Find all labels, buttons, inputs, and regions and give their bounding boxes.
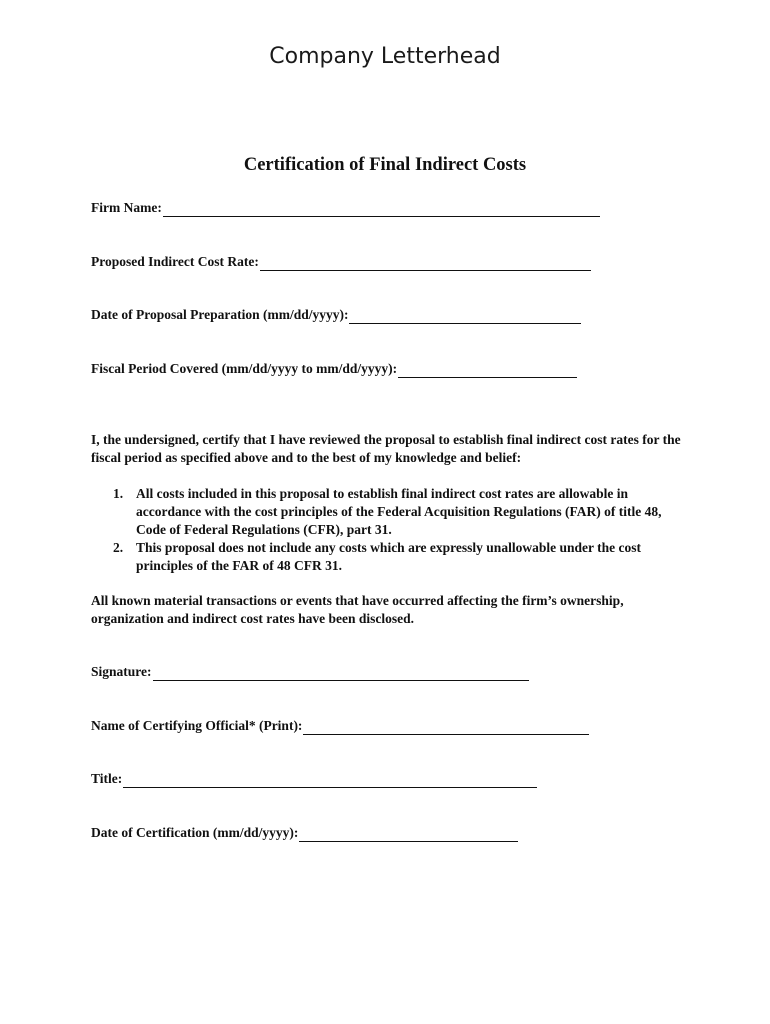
list-item-text: This proposal does not include any costs which are expressly unallowable under the cost principles of the FAR of 48 CFR 31. <box>136 540 641 573</box>
certifying-official-name-field <box>91 717 589 735</box>
certify-intro-paragraph: I, the undersigned, certify that I have reviewed the proposal to establish final indirect cost rates for the fiscal period as specified above and to the best of my knowledge and belief: <box>91 432 681 465</box>
certifying-official-name-label: Name of Certifying Official* (Print): <box>91 718 303 733</box>
title-field <box>91 770 537 788</box>
list-item-text: All costs included in this proposal to establish final indirect cost rates are allowable in accordance with the cost principles of the Federal Acquisition Regulations (FAR) of title 48, Code of Federal Regulations (CFR), part 31. <box>136 486 662 537</box>
indirect-cost-rate-blank[interactable] <box>260 256 591 271</box>
proposal-date-label: Date of Proposal Preparation (mm/dd/yyyy): <box>91 307 349 322</box>
list-item <box>109 485 679 539</box>
signature-label: Signature: <box>91 664 152 679</box>
firm-name-label: Firm Name: <box>91 200 162 215</box>
indirect-cost-rate-label: Proposed Indirect Cost Rate: <box>91 254 259 269</box>
firm-name-blank[interactable] <box>163 202 600 217</box>
proposal-date-blank[interactable] <box>349 309 581 324</box>
certification-date-label: Date of Certification (mm/dd/yyyy): <box>91 825 299 840</box>
firm-name-field <box>91 199 600 217</box>
indirect-cost-rate-field <box>91 253 591 271</box>
certification-date-blank[interactable] <box>299 827 518 842</box>
fiscal-period-label: Fiscal Period Covered (mm/dd/yyyy to mm/dd/yyyy): <box>91 361 398 376</box>
certification-list <box>109 485 679 575</box>
document-title: Certification of Final Indirect Costs <box>243 155 527 175</box>
list-item-number: 1. <box>113 486 124 501</box>
fiscal-period-blank[interactable] <box>398 363 577 378</box>
list-item-number: 2. <box>113 540 124 555</box>
certifying-official-name-blank[interactable] <box>303 720 589 735</box>
list-item <box>109 539 679 575</box>
title-label: Title: <box>91 771 123 786</box>
signature-blank[interactable] <box>153 666 529 681</box>
fiscal-period-field <box>91 360 577 378</box>
company-letterhead: Company Letterhead <box>269 44 501 69</box>
disclosure-paragraph: All known material transactions or events that have occurred affecting the firm’s ownership, organization and indirect cost rates have been disclosed. <box>91 593 624 626</box>
proposal-date-field <box>91 306 581 324</box>
signature-field <box>91 663 529 681</box>
certification-date-field <box>91 824 518 842</box>
title-blank[interactable] <box>123 773 537 788</box>
